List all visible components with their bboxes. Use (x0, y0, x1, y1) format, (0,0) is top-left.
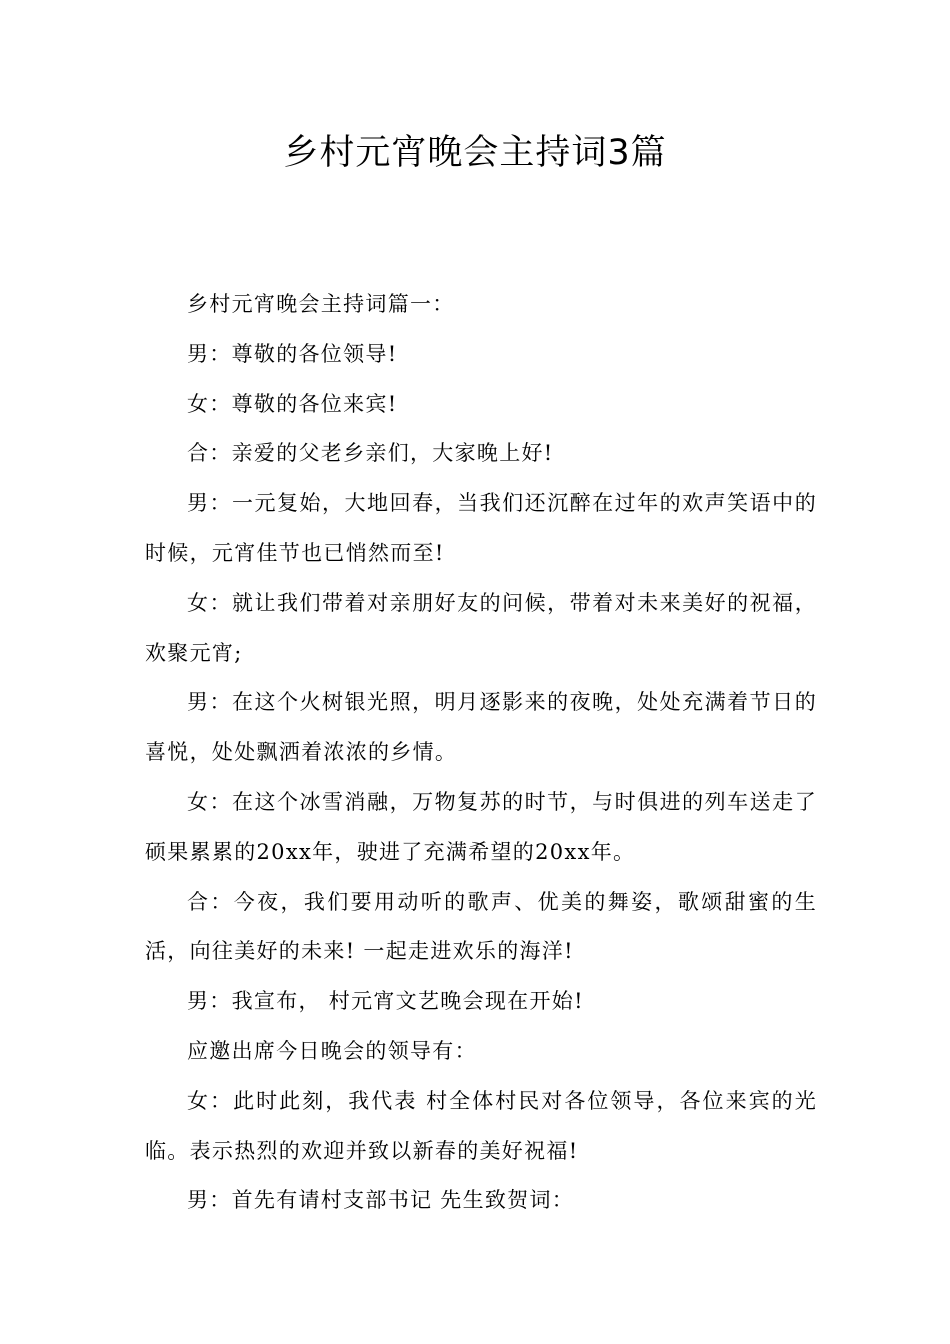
paragraph: 男：在这个火树银光照，明月逐影来的夜晚，处处充满着节日的喜悦，处处飘洒着浓浓的乡情。 (145, 690, 817, 765)
paragraph: 合：今夜，我们要用动听的歌声、优美的舞姿，歌颂甜蜜的生活，向往美好的未来! 一起走进欢乐的海洋! (145, 889, 817, 964)
document-title: 乡村元宵晚会主持词3篇 (283, 133, 667, 173)
paragraph: 女：此时此刻，我代表 村全体村民对各位领导，各位来宾的光临。表示热烈的欢迎并致以新春的美好祝福! (145, 1088, 817, 1163)
paragraph: 女：就让我们带着对亲朋好友的问候，带着对未来美好的祝福，欢聚元宵; (145, 590, 817, 665)
paragraph: 应邀出席今日晚会的领导有： (187, 1038, 477, 1063)
paragraph: 男：首先有请村支部书记 先生致贺词： (187, 1188, 575, 1213)
paragraph: 合：亲爱的父老乡亲们，大家晚上好! (187, 441, 554, 466)
paragraph: 女：在这个冰雪消融，万物复苏的时节，与时俱进的列车送走了硕果累累的20xx年，驶进了充满希望的20xx年。 (145, 789, 817, 864)
paragraph-section-heading: 乡村元宵晚会主持词篇一： (187, 292, 455, 316)
paragraph: 男：我宣布， 村元宵文艺晚会现在开始! (187, 989, 584, 1014)
paragraph: 男：尊敬的各位领导! (187, 341, 398, 366)
paragraph: 女：尊敬的各位来宾! (187, 391, 398, 416)
paragraph: 男：一元复始，大地回春，当我们还沉醉在过年的欢声笑语中的时候，元宵佳节也已悄然而至! (145, 491, 817, 565)
document-body (145, 280, 817, 1226)
